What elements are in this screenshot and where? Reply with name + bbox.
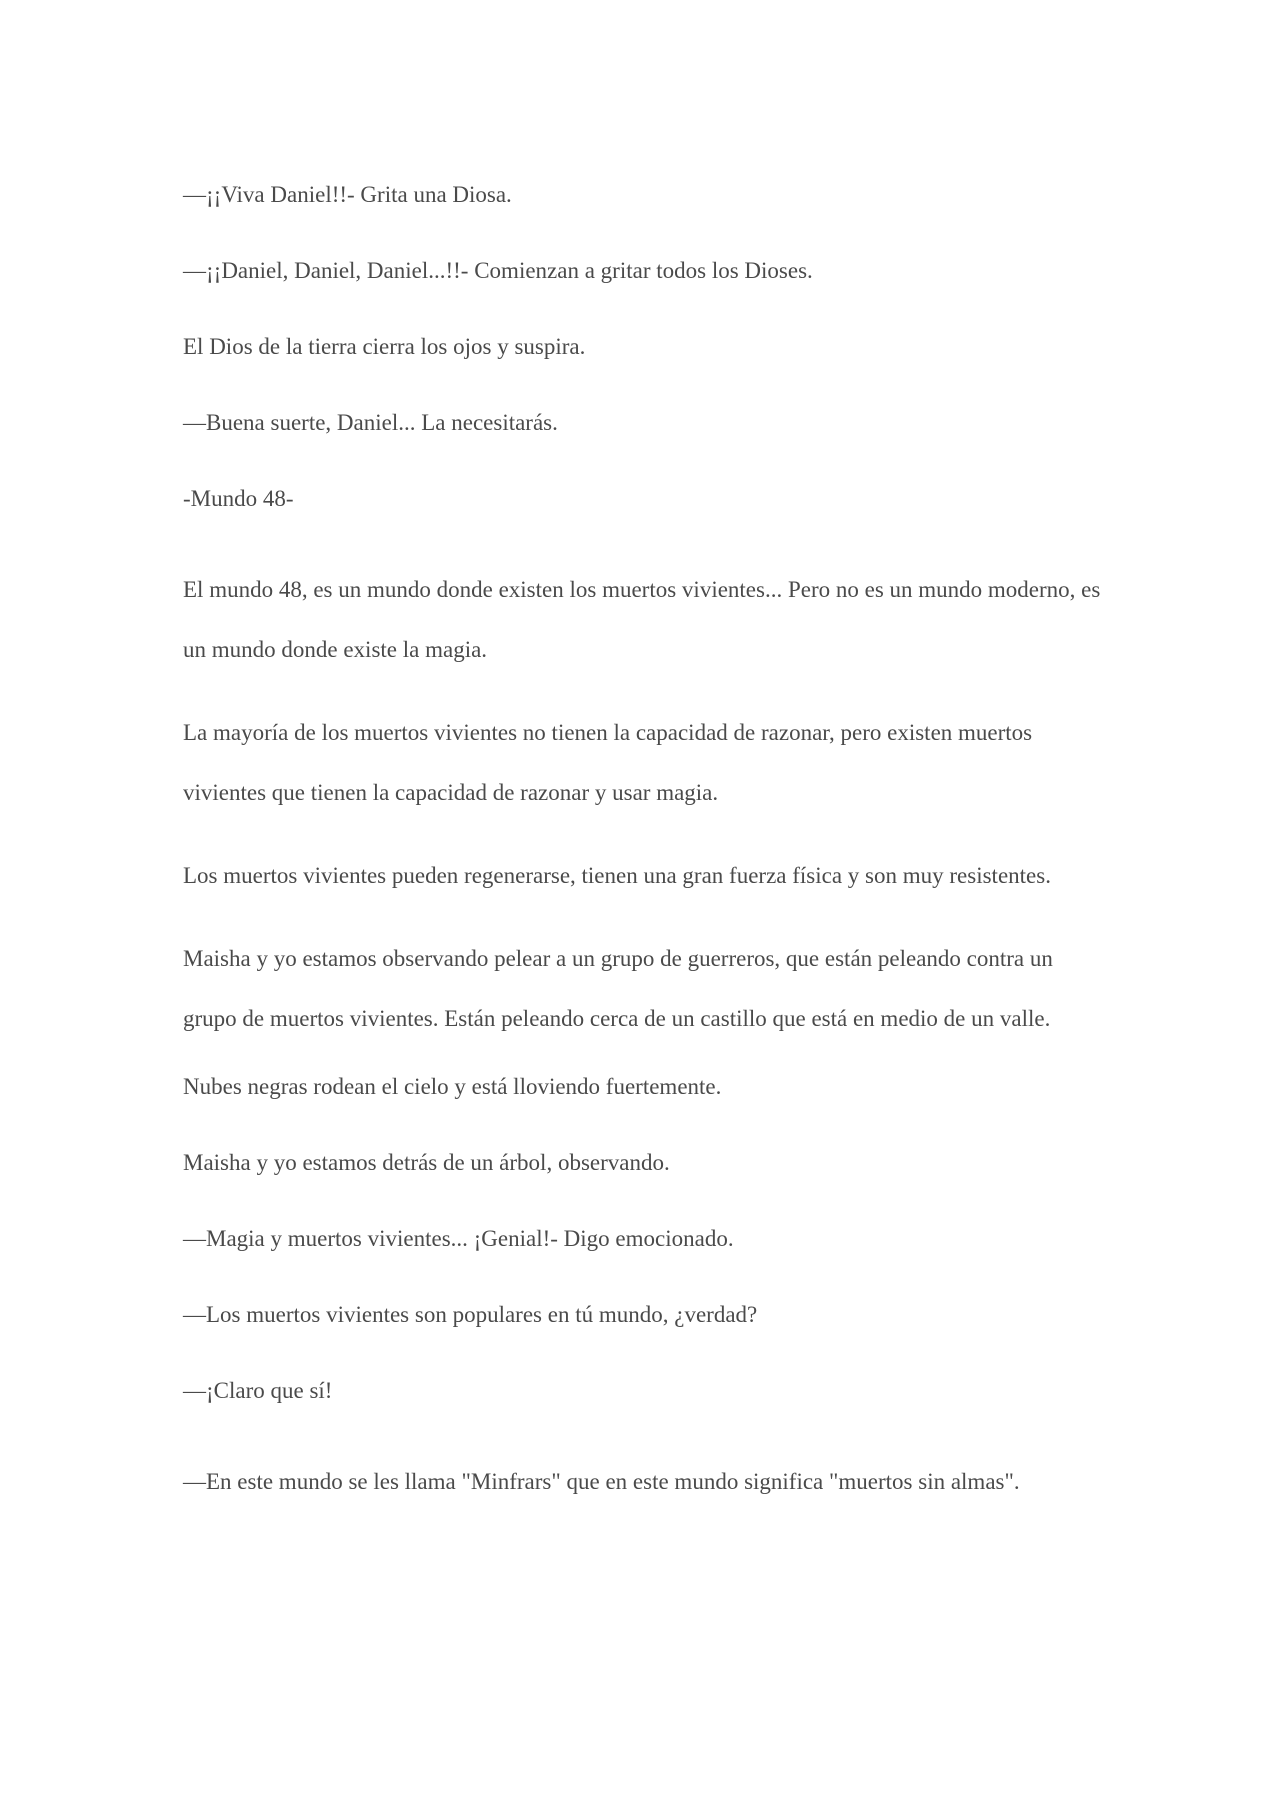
paragraph-15: —En este mundo se les llama "Minfrars" que en este mundo significa "muertos sin almas". bbox=[183, 1469, 1020, 1494]
paragraph-14: —¡Claro que sí! bbox=[183, 1378, 333, 1403]
paragraph-10: Nubes negras rodean el cielo y está lloviendo fuertemente. bbox=[183, 1074, 722, 1099]
paragraph-8: Los muertos vivientes pueden regenerarse, tienen una gran fuerza física y son muy resistentes. bbox=[183, 863, 1051, 888]
paragraph-3: El Dios de la tierra cierra los ojos y suspira. bbox=[183, 334, 586, 359]
document-body bbox=[183, 180, 1103, 1535]
paragraph-6: El mundo 48, es un mundo donde existen los muertos vivientes... Pero no es un mundo moderno, es un mundo donde existe la magia. bbox=[183, 577, 1101, 662]
paragraph-11: Maisha y yo estamos detrás de un árbol, observando. bbox=[183, 1150, 670, 1175]
paragraph-13: —Los muertos vivientes son populares en tú mundo, ¿verdad? bbox=[183, 1302, 758, 1327]
section-heading: -Mundo 48- bbox=[183, 486, 294, 511]
paragraph-7: La mayoría de los muertos vivientes no tienen la capacidad de razonar, pero existen muertos vivientes que tienen la capacidad de razonar y usar magia. bbox=[183, 720, 1033, 805]
paragraph-1: —¡¡Viva Daniel!!- Grita una Diosa. bbox=[183, 182, 512, 207]
paragraph-4: —Buena suerte, Daniel... La necesitarás. bbox=[183, 410, 558, 435]
paragraph-9: Maisha y yo estamos observando pelear a un grupo de guerreros, que están peleando contra un grupo de muertos vivientes. Están peleando cerca de un castillo que está en medio de un valle. bbox=[183, 946, 1053, 1031]
paragraph-2: —¡¡Daniel, Daniel, Daniel...!!- Comienzan a gritar todos los Dioses. bbox=[183, 258, 813, 283]
paragraph-12: —Magia y muertos vivientes... ¡Genial!- Digo emocionado. bbox=[183, 1226, 734, 1251]
